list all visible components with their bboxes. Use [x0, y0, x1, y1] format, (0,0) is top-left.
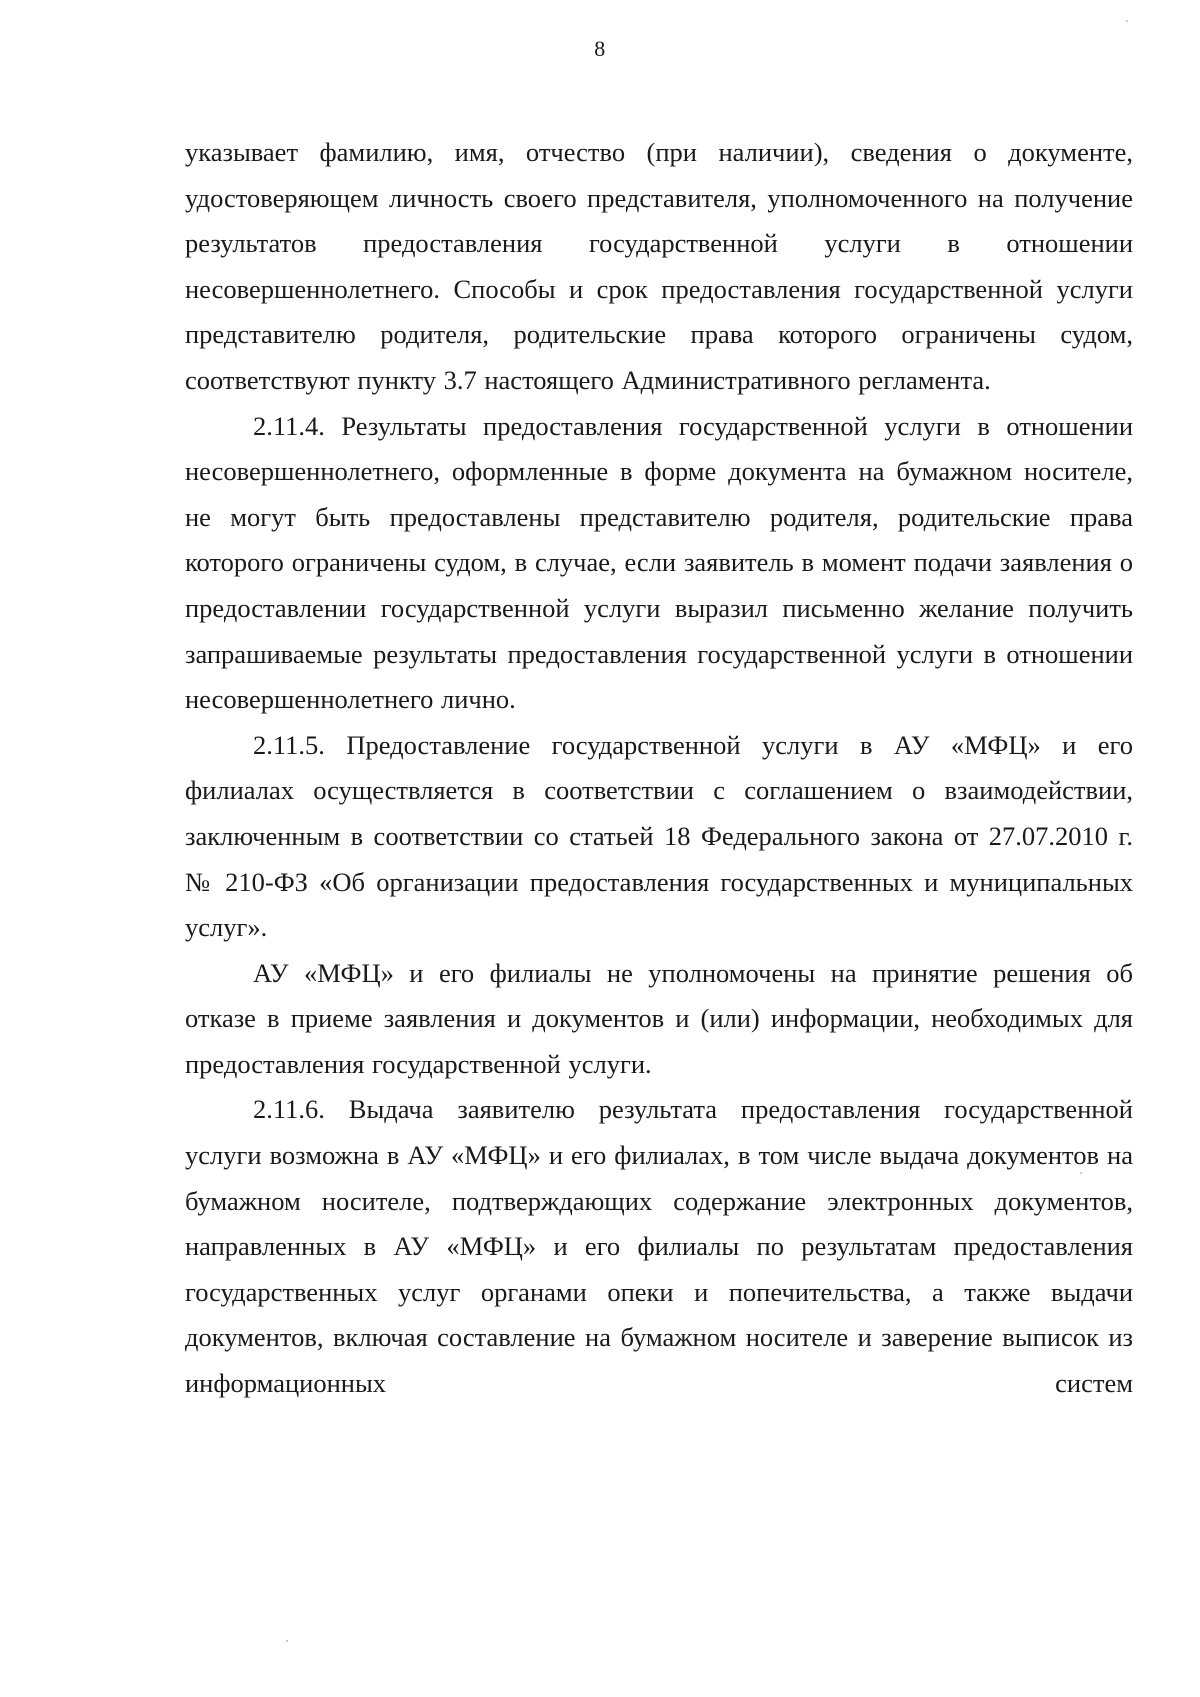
- scan-artifact: [1126, 20, 1128, 22]
- paragraph-au-mfc: АУ «МФЦ» и его филиалы не уполномочены на принятие решения об отказе в приеме заявления и документов и (или) информации, необходимых для предоставления государственной услуги.: [185, 957, 1133, 1079]
- paragraph-2-11-6: 2.11.6. Выдача заявителю результата предоставления государственной услуги возможна в АУ «МФЦ» и его филиалах, в том числе выдача документов на бумажном носителе, подтверждающих содержание электронных документов, направленных в АУ «МФЦ» и его филиалы по результатам предоставления государственных услуг органами опеки и попечительства, а также выдачи документов, включая составление на бумажном носителе и заверение выписок из информационных систем: [185, 1094, 1133, 1399]
- scan-artifact: [286, 1640, 288, 1642]
- paragraph-2-11-5: 2.11.5. Предоставление государственной услуги в АУ «МФЦ» и его филиалах осуществляется в соответствии с соглашением о взаимодействии, заключенным в соответствии со статьей 18 Федерального закона от 27.07.2010 г. № 210-ФЗ «Об организации предоставления государственных и муниципальных услуг».: [185, 729, 1133, 943]
- page-number: 8: [594, 36, 606, 61]
- document-body: [185, 130, 1133, 1407]
- paragraph-2-11-4: 2.11.4. Результаты предоставления государственной услуги в отношении несовершеннолетнего, оформленные в форме документа на бумажном носителе, не могут быть предоставлены представителю родителя, родительские права которого ограничены судом, в случае, если заявитель в момент подачи заявления о предоставлении государственной услуги выразил письменно желание получить запрашиваемые результаты предоставления государственной услуги в отношении несовершеннолетнего лично.: [185, 410, 1133, 715]
- paragraph-continuation: указывает фамилию, имя, отчество (при наличии), сведения о документе, удостоверяющем личность своего представителя, уполномоченного на получение результатов предоставления государственной услуги в отношении несовершеннолетнего. Способы и срок предоставления государственной услуги представителю родителя, родительские права которого ограничены судом, соответствуют пункту 3.7 настоящего Административного регламента.: [185, 137, 1133, 395]
- scan-artifact: [1080, 1172, 1082, 1174]
